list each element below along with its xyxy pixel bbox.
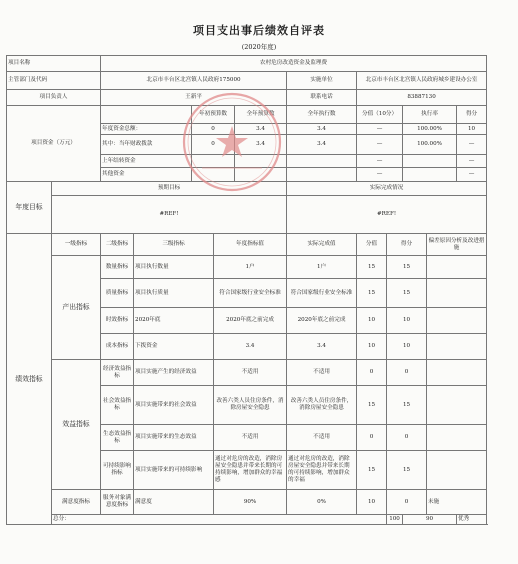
funds-cell: — [357,124,403,135]
indicator-target: 符合国家级行业安全标准 [214,279,287,308]
indicator-actual: 1户 [287,256,357,279]
indicator-header-level2: 二级指标 [101,234,134,256]
indicator-actual: 2020年底之前完成 [287,308,357,334]
funds-label: 项目资金（万元） [7,106,101,182]
funds-cell: — [457,168,487,182]
indicator-level2: 时效指标 [101,308,134,334]
indicator-level2: 生态效益指标 [101,425,134,451]
indicator-target: 不适用 [214,425,287,451]
indicator-got: 15 [387,279,427,308]
evaluation-table [6,55,487,525]
indicator-note [427,425,487,451]
indicator-level3: 2020年底 [134,308,214,334]
indicator-header-row [7,234,487,256]
indicator-score: 15 [357,256,387,279]
implementer-value: 北京市丰台区北宫镇人民政府城乡建设办公室 [357,72,487,90]
project-name-label: 项目名称 [7,56,101,72]
funds-cell: 100.00% [403,135,457,155]
indicator-level3: 项目实施带来的生态效益 [134,425,214,451]
indicator-level2: 经济效益指标 [101,360,134,386]
indicator-header-level1: 一级指标 [52,234,101,256]
indicator-note [427,279,487,308]
actual-goals-header: 实际完成情况 [287,182,487,196]
indicator-score: 10 [357,308,387,334]
indicator-level2: 社会效益指标 [101,386,134,425]
indicator-note [427,256,487,279]
owner-label: 项目负责人 [7,90,101,106]
indicator-header-note: 偏差原因分析及改进措施 [427,234,487,256]
satisfaction-score: 10 [357,490,387,515]
indicator-note [427,334,487,360]
funds-cell [403,155,457,168]
indicator-score: 10 [357,334,387,360]
indicator-actual: 符合国家级行业安全标准 [287,279,357,308]
satisfaction-level3: 满意度 [134,490,214,515]
funds-cell: 3.4 [235,124,287,135]
funds-header-blank [101,106,192,124]
indicator-level2: 数量指标 [101,256,134,279]
indicator-note [427,451,487,490]
indicator-header-target: 年度指标值 [214,234,287,256]
indicator-got: 10 [387,308,427,334]
indicator-level2: 成本指标 [101,334,134,360]
indicator-level3: 项目实施带来的可持续影响 [134,451,214,490]
funds-cell [287,155,357,168]
indicator-got: 0 [387,360,427,386]
funds-cell [192,155,235,168]
implementer-label: 实施单位 [287,72,357,90]
indicator-level2: 质量指标 [101,279,134,308]
indicator-target: 不适用 [214,360,287,386]
effect-indicators-label: 效益指标 [52,360,101,490]
satisfaction-row [7,490,487,515]
indicator-level3: 项目实施带来的社会效益 [134,386,214,425]
funds-row-label: 年度资金总额： [101,124,192,135]
planned-goals-header: 预期目标 [52,182,287,196]
output-indicators-label: 产出指标 [52,256,101,360]
phone-value: 83887130 [357,90,487,106]
total-score: 100 [387,515,403,525]
indicator-actual: 不适用 [287,360,357,386]
row-owner [7,90,487,106]
satisfaction-target: 90% [214,490,287,515]
indicator-header-got: 得分 [387,234,427,256]
funds-cell [403,168,457,182]
funds-cell [287,168,357,182]
funds-cell: 3.4 [287,135,357,155]
funds-cell [235,155,287,168]
indicator-level3: 项目执行数量 [134,256,214,279]
indicator-level3: 项目执行质量 [134,279,214,308]
funds-cell: 0 [192,135,235,155]
department-value: 北京市丰台区北宫镇人民政府175000 [101,72,287,90]
indicators-side-label: 绩效指标 [7,234,52,525]
funds-cell [235,168,287,182]
satisfaction-got: 0 [387,490,427,515]
indicator-actual: 不适用 [287,425,357,451]
owner-value: 王新平 [101,90,287,106]
row-department [7,72,487,90]
indicator-row [7,256,487,279]
indicator-header-level3: 三级指标 [134,234,214,256]
indicator-header-score: 分值 [357,234,387,256]
actual-goals-value: #REF! [287,196,487,234]
funds-cell: 3.4 [235,135,287,155]
funds-cell: 0 [192,124,235,135]
indicator-level3: 下拨资金 [134,334,214,360]
satisfaction-level2: 服务对象满意度指标 [101,490,134,515]
indicator-actual: 3.4 [287,334,357,360]
indicator-actual: 通过对危房的改造，消除房屋安全隐患并带来长期的可持续影响，增加群众的幸福 [287,451,357,490]
total-label: 总分： [52,515,387,525]
indicator-target: 改善六类人员住房条件，消除房屋安全隐患 [214,386,287,425]
goals-row [7,196,487,234]
planned-goals-value: #REF! [52,196,287,234]
funds-row-label: 其他资金 [101,168,192,182]
funds-row-label: 其中：当年财政拨款 [101,135,192,155]
funds-cell: — [357,155,403,168]
funds-cell: 10 [457,124,487,135]
indicator-note [427,360,487,386]
funds-header-points: 分值（10分） [357,106,403,124]
total-row [7,515,487,525]
page-title: 项目支出事后绩效自评表 [193,24,325,37]
indicator-level2: 可持续影响指标 [101,451,134,490]
indicator-got: 10 [387,334,427,360]
annual-goals-label: 年度目标 [7,182,52,234]
indicator-score: 15 [357,279,387,308]
indicator-got: 15 [387,451,427,490]
satisfaction-note: 未施 [427,490,487,515]
funds-cell [192,168,235,182]
funds-cell: 100.00% [403,124,457,135]
indicator-score: 0 [357,425,387,451]
funds-header-rate: 执行率 [403,106,457,124]
page-subtitle-year: (2020年度) [241,43,277,51]
total-grade: 优秀 [457,515,487,525]
funds-cell: — [357,168,403,182]
indicator-target: 1户 [214,256,287,279]
indicator-score: 0 [357,360,387,386]
indicator-level3: 项目实施产生的经济效益 [134,360,214,386]
indicator-score: 15 [357,386,387,425]
indicator-note [427,308,487,334]
indicator-actual: 改善六类人员住房条件，消除房屋安全隐患 [287,386,357,425]
indicator-got: 0 [387,425,427,451]
funds-header-row [7,106,487,124]
indicator-target: 2020年底之前完成 [214,308,287,334]
phone-label: 联系电话 [287,90,357,106]
indicator-target: 3.4 [214,334,287,360]
funds-header-initial: 年初预算数 [192,106,235,124]
department-label: 主管部门及代码 [7,72,101,90]
funds-header-score: 得分 [457,106,487,124]
indicator-row [7,360,487,386]
indicator-note [427,386,487,425]
funds-header-annual: 全年预算数 [235,106,287,124]
funds-cell: 3.4 [287,124,357,135]
row-project-name [7,56,487,72]
funds-cell: — [457,135,487,155]
funds-header-executed: 全年执行数 [287,106,357,124]
indicator-header-actual: 实际完成值 [287,234,357,256]
indicator-target: 通过对危房的改造，消除房屋安全隐患并带来长期的可持续影响，增加群众的幸福感 [214,451,287,490]
satisfaction-level1: 满意度指标 [52,490,101,515]
indicator-score: 15 [357,451,387,490]
funds-cell: — [457,155,487,168]
total-got: 90 [403,515,457,525]
indicator-got: 15 [387,256,427,279]
project-name-value: 农村危房改造资金及监理费 [101,56,487,72]
goals-header-row [7,182,487,196]
indicator-got: 15 [387,386,427,425]
funds-cell: — [357,135,403,155]
satisfaction-actual: 0% [287,490,357,515]
funds-row-label: 上年结转资金 [101,155,192,168]
